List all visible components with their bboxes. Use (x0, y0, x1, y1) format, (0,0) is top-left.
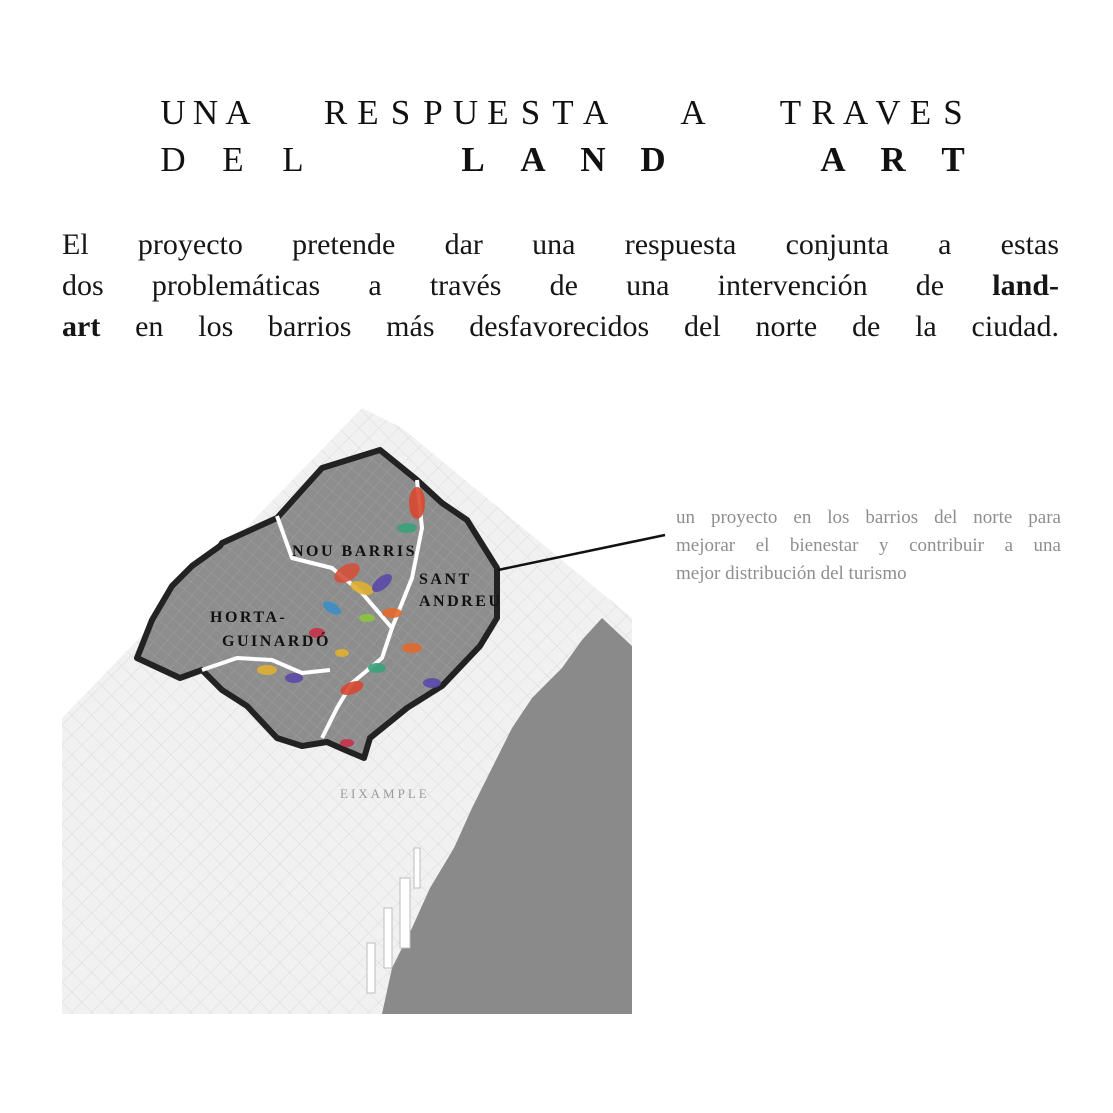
map-caption (676, 504, 1061, 588)
title-space (758, 140, 788, 180)
title-letter: E (909, 93, 932, 132)
intro-paragraph-line-1: El proyecto pretende dar una respuesta conjunta a estas (62, 228, 1059, 261)
title-letter: A (842, 93, 869, 132)
caption-line-1: un proyecto en los barrios del norte para (676, 507, 1061, 528)
title-space (338, 140, 368, 180)
caption-line-3: mejor distribución del turismo (676, 563, 907, 584)
title-letter: E (357, 93, 379, 132)
title-letter: L (282, 140, 304, 179)
title-letter: S (520, 93, 541, 132)
title-letter: A (520, 140, 546, 179)
title-space (698, 140, 728, 180)
label-horta-2: GUINARDÓ (222, 633, 331, 650)
title-letter: N (580, 140, 606, 179)
leader-line (495, 530, 670, 575)
label-eixample: EIXAMPLE (340, 786, 430, 801)
title-letter: T (941, 140, 965, 179)
title-letter: L (461, 140, 485, 179)
title-letter: R (323, 93, 348, 132)
label-nou-barris: NOU BARRIS (292, 543, 418, 560)
title-letter: S (943, 93, 963, 132)
title-space (398, 140, 428, 180)
label-horta-1: HORTA- (210, 609, 288, 626)
title-space (256, 93, 286, 133)
title-letter: P (423, 93, 443, 132)
title-letter: A (225, 93, 251, 132)
caption-line-2: mejorar el bienestar y contribuir a una (676, 535, 1061, 556)
intro-paragraph-line-2 (62, 265, 1059, 306)
title-space (288, 93, 318, 133)
title-letter: E (222, 140, 244, 179)
title-letter: S (390, 93, 411, 132)
title-letter: E (487, 93, 509, 132)
title-space (743, 93, 773, 133)
barcelona-map (62, 408, 632, 1014)
title-letter: R (811, 93, 835, 132)
para-text: dos problemáticas a través de una intervención de (62, 269, 993, 302)
title-line-2 (158, 140, 968, 180)
title-space (711, 93, 741, 133)
title-letter: T (552, 93, 574, 132)
title-letter: R (880, 140, 906, 179)
title-letter: N (192, 93, 219, 132)
title-space (646, 93, 676, 133)
title-letter: T (779, 93, 802, 132)
title-space (613, 93, 643, 133)
para-text: en los barrios más desfavorecidos del norte de la ciudad. (100, 310, 1059, 343)
para-bold-land: land- (992, 269, 1059, 302)
title-letter: U (452, 93, 479, 132)
title-letter: A (820, 140, 846, 179)
para-bold-art: art (62, 310, 101, 343)
intro-paragraph-line-3 (62, 306, 1059, 347)
title-line-1 (158, 93, 968, 133)
label-sant-andreu-1: SANT (419, 571, 472, 588)
title-letter: D (640, 140, 666, 179)
label-sant-andreu-2: ANDREU (419, 593, 503, 610)
title-letter: V (875, 93, 901, 132)
title-letter: U (160, 93, 186, 132)
title-letter: A (680, 93, 706, 132)
title-letter: D (160, 140, 186, 179)
title-letter: A (582, 93, 609, 132)
